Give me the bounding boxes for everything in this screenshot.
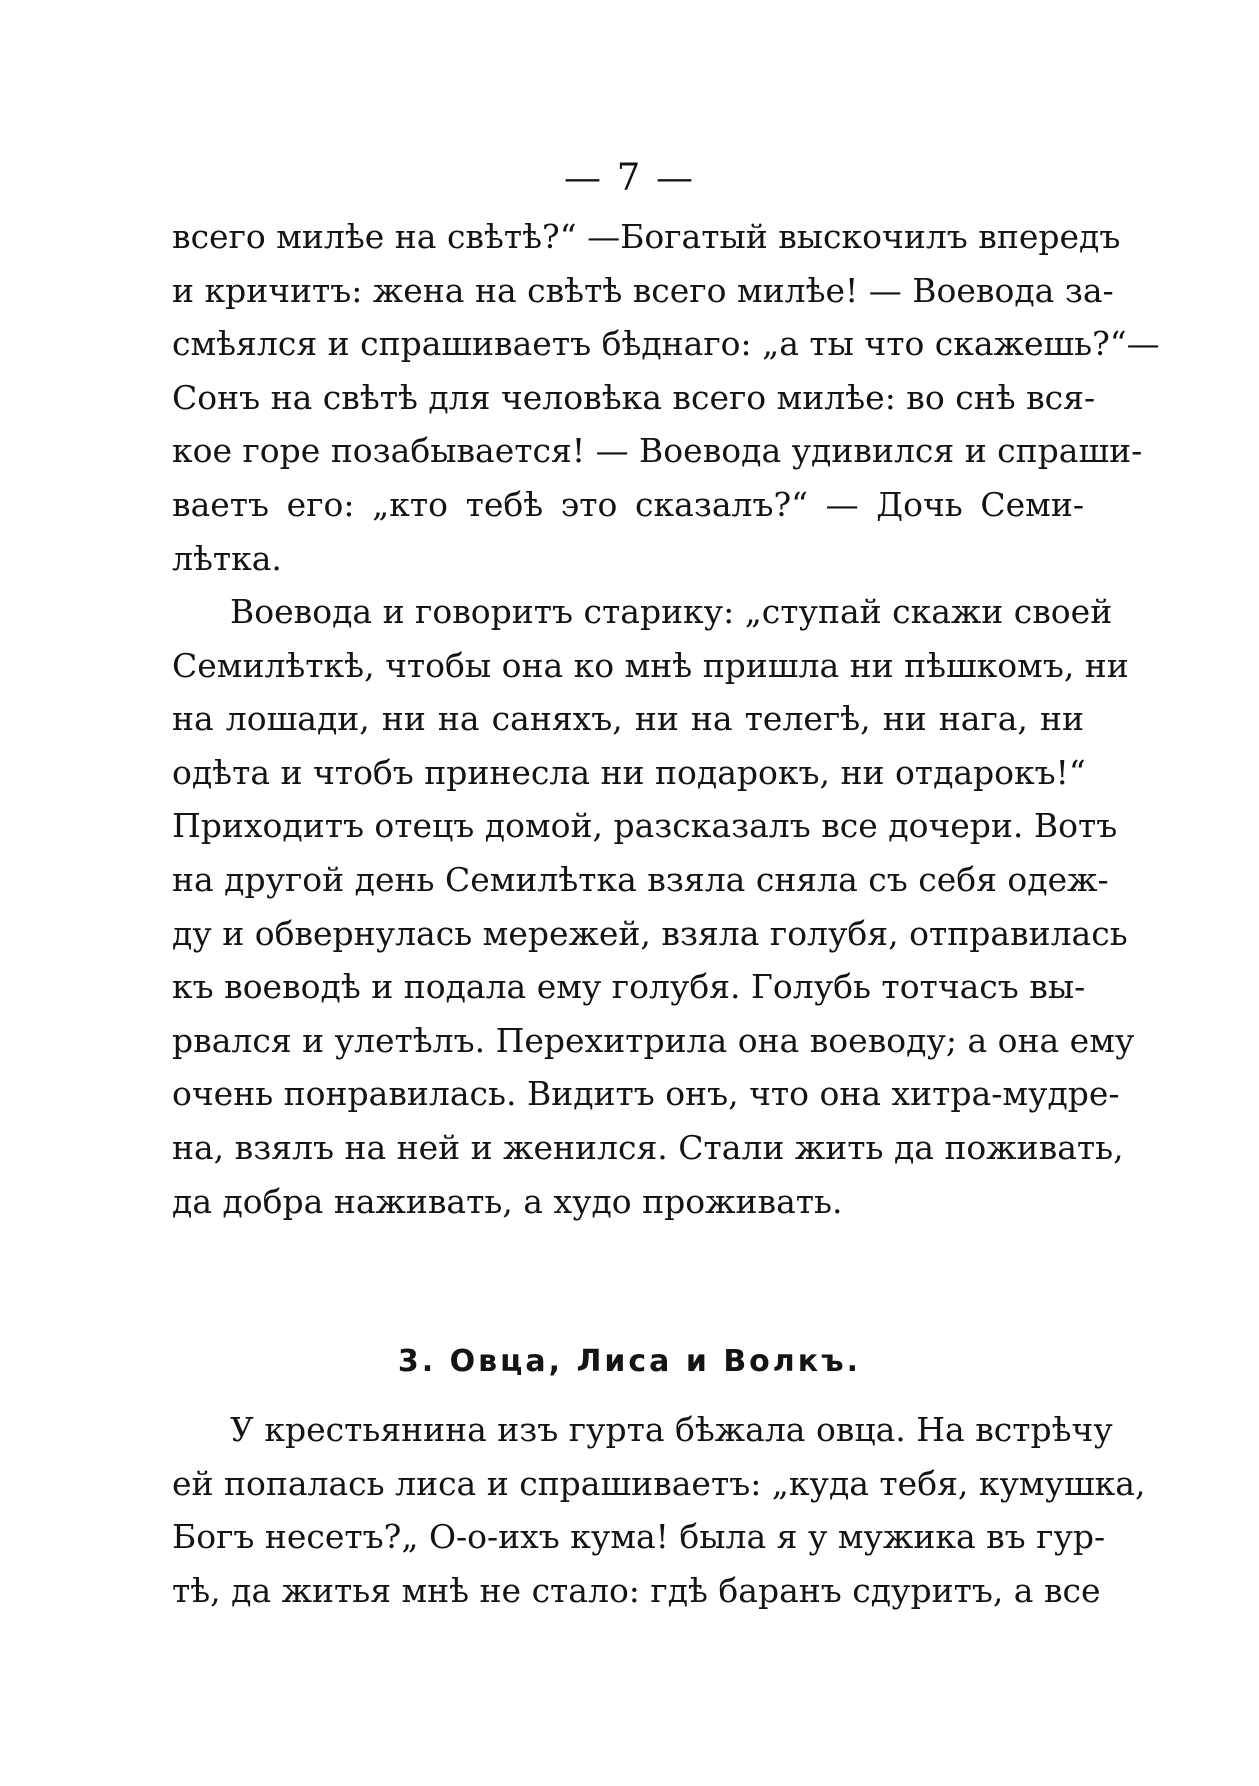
text-line: Богъ несетъ?„ О-о-ихъ кума! была я у мужика въ гур- <box>172 1517 1106 1557</box>
text-line: одѣта и чтобъ принесла ни подарокъ, ни отдарокъ!“ <box>172 752 1086 792</box>
text-line: да добра наживать, а худо проживать. <box>172 1181 843 1221</box>
text-line: очень понравилась. Видитъ онъ, что она хитра-мудре- <box>172 1074 1120 1114</box>
text-line: и кричитъ: жена на свѣтѣ всего милѣе! — Воевода за- <box>172 270 1114 310</box>
text-line: У крестьянина изъ гурта бѣжала овца. На встрѣчу <box>230 1410 1113 1449</box>
page-number: — 7 — <box>563 156 696 199</box>
section-heading: 3. Овца, Лиса и Волкъ. <box>397 1344 862 1379</box>
text-line: рвался и улетѣлъ. Перехитрила она воеводу; а она ему <box>172 1020 1135 1060</box>
text-line: на лошади, ни на саняхъ, ни на телегѣ, ни нага, ни <box>172 699 1084 739</box>
text-line: кое горе позабывается! — Воевода удивился и спраши- <box>172 431 1143 471</box>
paragraph-2 <box>172 585 1135 1228</box>
text-line: ду и обвернулась мережей, взяла голубя, отправилась <box>172 913 1128 953</box>
text-line: Воевода и говоритъ старику: „ступай скажи своей <box>230 592 1113 631</box>
text-line: Сонъ на свѣтѣ для человѣка всего милѣе: во снѣ вся- <box>172 377 1096 417</box>
paragraph-1 <box>172 210 1160 585</box>
text-line: къ воеводѣ и подала ему голубя. Голубь тотчасъ вы- <box>172 967 1086 1007</box>
text-line: Приходитъ отецъ домой, разсказалъ все дочери. Вотъ <box>172 806 1118 846</box>
text-line: на, взялъ на ней и женился. Стали жить да поживать, <box>172 1127 1124 1167</box>
text-line: ваетъ его: „кто тебѣ это сказалъ?“ — Дочь Семи- <box>172 484 1084 524</box>
paragraph-3 <box>172 1403 1146 1617</box>
text-line: лѣтка. <box>172 538 282 578</box>
text-line: на другой день Семилѣтка взяла сняла съ себя одеж- <box>172 859 1109 899</box>
text-line: всего милѣе на свѣтѣ?“ —Богатый выскочилъ впередъ <box>172 217 1121 256</box>
text-line: Семилѣткѣ, чтобы она ко мнѣ пришла ни пѣшкомъ, ни <box>172 645 1129 685</box>
text-line: ей попалась лиса и спрашиваетъ: „куда тебя, кумушка, <box>172 1463 1146 1503</box>
text-line: тѣ, да житья мнѣ не стало: гдѣ баранъ сдуритъ, а все <box>172 1570 1101 1610</box>
text-line: смѣялся и спрашиваетъ бѣднаго: „а ты что скажешь?“— <box>172 324 1160 364</box>
